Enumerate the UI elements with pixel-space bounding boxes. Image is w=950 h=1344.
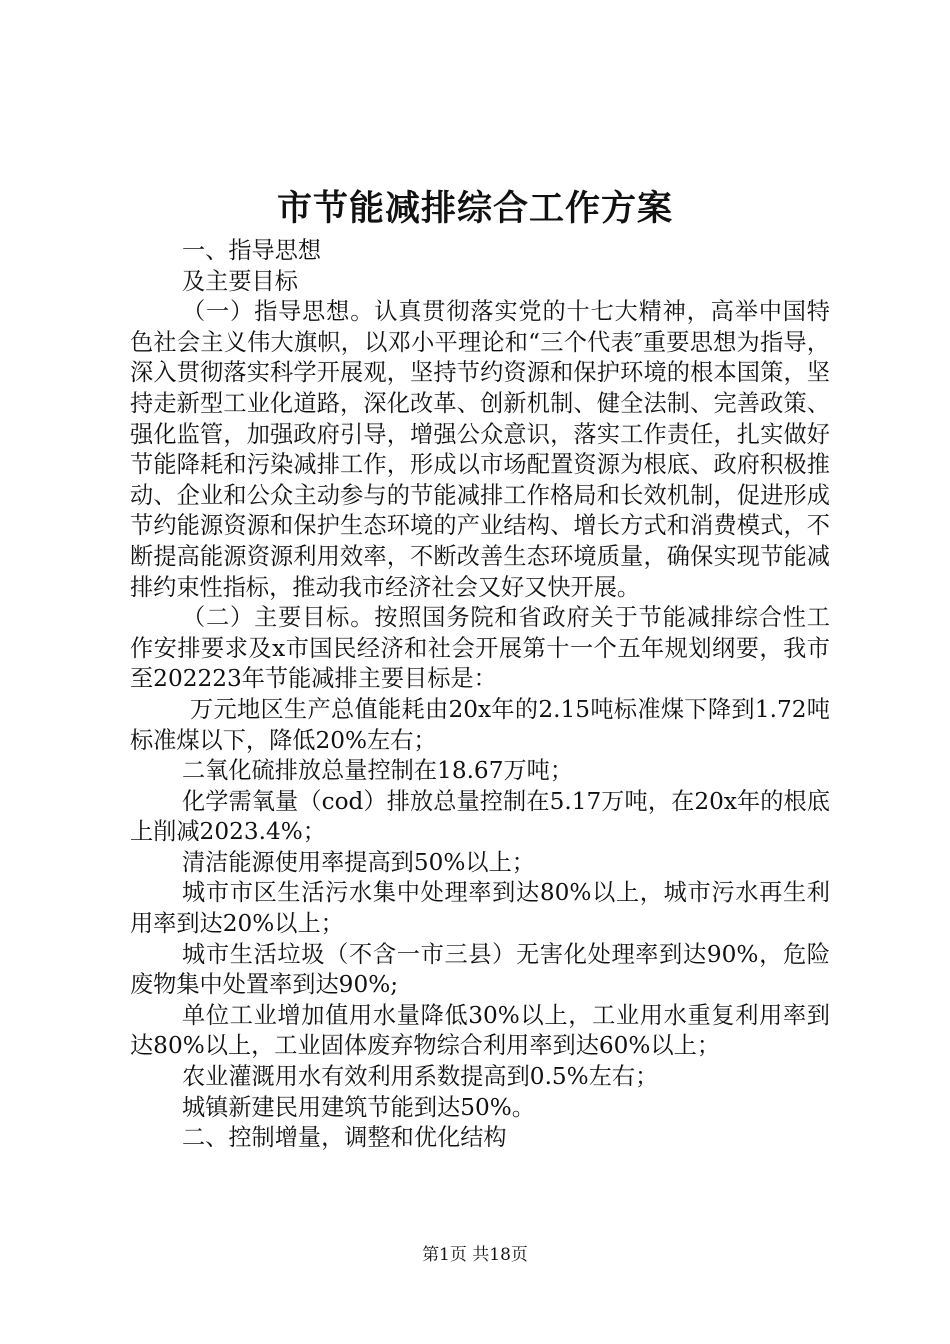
target-item-sewage: 城市市区生活污水集中处理率到达80%以上，城市污水再生利用率到达20%以上； bbox=[130, 879, 830, 938]
page-footer: 第1页 共18页 bbox=[422, 1245, 528, 1265]
target-item-garbage: 城市生活垃圾（不含一市三县）无害化处理率到达90%，危险废物集中处置率到达90%; bbox=[130, 940, 830, 999]
target-item-cod: 化学需氧量（cod）排放总量控制在5.17万吨，在20x年的根底上削减2023.4%； bbox=[130, 787, 830, 846]
target-item-clean-energy: 清洁能源使用率提高到50%以上； bbox=[182, 848, 535, 876]
section-heading-continued: 及主要目标 bbox=[182, 267, 298, 295]
section-heading-two: 二、控制增量，调整和优化结构 bbox=[182, 1124, 507, 1152]
target-item-so2: 二氧化硫排放总量控制在18.67万吨； bbox=[182, 757, 574, 785]
document-body bbox=[130, 236, 830, 1154]
paragraph-guiding-ideology: （一）指导思想。认真贯彻落实党的十七大精神，高举中国特色社会主义伟大旗帜，以邓小平理论和“三个代表″重要思想为指导，深入贯彻落实科学开展观，坚持节约资源和保护环境的根本国策，坚持走新型工业化道路，深化改革、创新机制、健全法制、完善政策、强化监管，加强政府引导，增强公众意识，落实工作责任，扎实做好节能降耗和污染减排工作，形成以市场配置资源为根底、政府积极推动、企业和公众主动参与的节能减排工作格局和长效机制，促进形成节约能源资源和保护生态环境的产业结构、增长方式和消费模式，不断提高能源资源利用效率，不断改善生态环境质量，确保实现节能减排约束性指标，推动我市经济社会又好又快开展。 bbox=[130, 298, 830, 601]
paragraph-main-targets: （二）主要目标。按照国务院和省政府关于节能减排综合性工作安排要求及x市国民经济和社会开展第十一个五年规划纲要，我市至202223年节能减排主要目标是： bbox=[130, 604, 830, 693]
target-item-industrial-water: 单位工业增加值用水量降低30%以上，工业用水重复利用率到达80%以上，工业固体废弃物综合利用率到达60%以上； bbox=[130, 1001, 830, 1060]
target-item-building: 城镇新建民用建筑节能到达50%。 bbox=[182, 1093, 535, 1121]
document-title: 市节能减排综合工作方案 bbox=[276, 188, 673, 229]
target-item-energy: 万元地区生产总值能耗由20x年的2.15吨标准煤下降到1.72吨标准煤以下，降低20%左右； bbox=[130, 695, 830, 754]
target-item-irrigation: 农业灌溉用水有效利用系数提高到0.5%左右； bbox=[182, 1063, 659, 1091]
section-heading: 一、指导思想 bbox=[182, 237, 322, 264]
